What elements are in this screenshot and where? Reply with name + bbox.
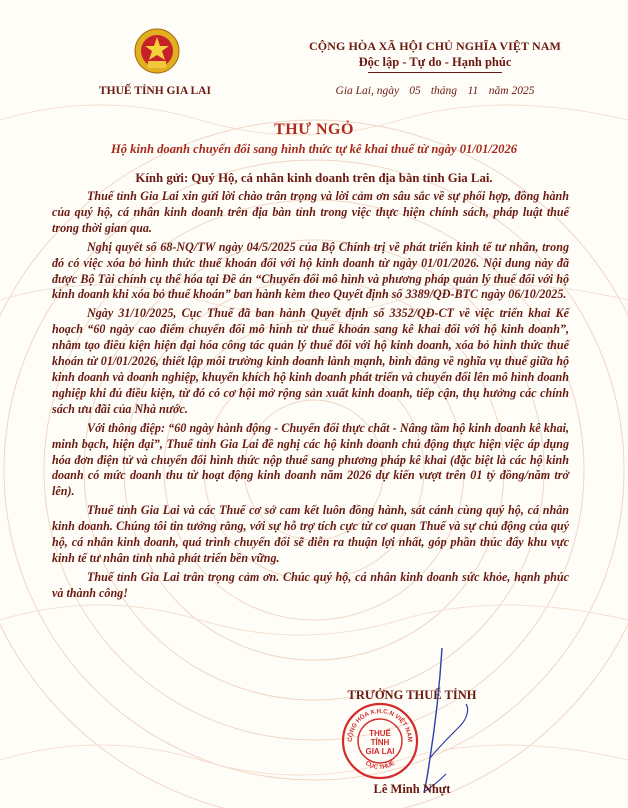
paragraph: Với thông điệp: “60 ngày hành động - Chuyển đổi thực chất - Nâng tầm hộ kinh doanh kê khai, minh bạch, hiện đại”, Thuế tỉnh Gia Lai đề nghị các hộ kinh doanh chủ động thực hiện việc áp dụng hóa đơn điện tử và chuyển đổi hình thức nộp thuế sang phương pháp kê khai (đặc biệt là các hộ kinh doanh có mức doanh thu từ hoạt động kinh doanh năm 2026 dự kiến vượt trên 01 tỷ đồng/năm trở lên). xyxy=(52,420,569,499)
paragraph: Thuế tỉnh Gia Lai xin gửi lời chào trân trọng và lời cảm ơn sâu sắc về sự phối hợp, đồng hành của quý hộ, cá nhân kinh doanh trên địa bàn tỉnh trong việc thực hiện chính sách, pháp luật thuế trong thời gian qua. xyxy=(52,189,569,235)
letter-greeting: Kính gửi: Quý Hộ, cá nhân kinh doanh trên địa bàn tỉnh Gia Lai. xyxy=(135,171,493,185)
nation-title: CỘNG HÒA XÃ HỘI CHỦ NGHĨA VIỆT NAM xyxy=(309,39,561,53)
paragraph: Thuế tỉnh Gia Lai trân trọng cảm ơn. Chúc quý hộ, cá nhân kinh doanh sức khỏe, hạnh phúc và thành công! xyxy=(52,569,569,600)
date-prefix: Gia Lai, ngày xyxy=(335,85,400,97)
date-year: năm 2025 xyxy=(488,85,535,97)
letter-body xyxy=(52,189,569,605)
stamp-center-line2: TỈNH xyxy=(370,738,390,747)
stamp-bottom-text: CỤC THUẾ xyxy=(363,759,397,772)
paragraph: Thuế tỉnh Gia Lai và các Thuế cơ sở cam kết luôn đồng hành, sát cánh cùng quý hộ, cá nhân kinh doanh. Chúng tôi tin tưởng rằng, với sự hỗ trợ tích cực từ cơ quan Thuế và sự chủ động của quý hộ, cá nhân kinh doanh, quá trình chuyển đổi sẽ diễn ra thuận lợi nhất, góp phần thúc đẩy khu vực kinh tế tư nhân tỉnh nhà phát triển bền vững. xyxy=(52,503,569,565)
issue-date xyxy=(270,85,600,97)
handwritten-signature xyxy=(380,640,490,800)
signer-title: TRƯỞNG THUẾ TỈNH xyxy=(347,688,477,702)
tax-emblem-icon xyxy=(134,28,180,74)
letter-title: THƯ NGỎ xyxy=(274,121,354,138)
stamp-center-line3: GIA LAI xyxy=(365,747,395,756)
national-motto: Độc lập - Tự do - Hạnh phúc xyxy=(358,55,512,69)
signer-name: Lê Minh Nhựt xyxy=(373,782,451,796)
paragraph: Ngày 31/10/2025, Cục Thuế đã ban hành Quyết định số 3352/QĐ-CT về việc triển khai Kế hoạch “60 ngày cao điểm chuyển đổi mô hình từ thuế khoán sang kê khai đối với hộ kinh doanh”, nhằm tạo điều kiện hiện đại hóa công tác quản lý thuế đối với hộ kinh doanh, xóa bỏ hình thức thuế khoán từ 01/01/2026, thiết lập môi trường kinh doanh lành mạnh, bình đẳng về nghĩa vụ thuế giữa hộ kinh doanh và doanh nghiệp, khuyến khích hộ kinh doanh phát triển và chuyển đổi lên mô hình doanh nghiệp khi đủ điều kiện, từ đó có cơ hội mở rộng sản xuất kinh doanh, tiếp cận, thụ hưởng các chính sách ưu đãi của Nhà nước. xyxy=(52,306,569,416)
letter-subtitle: Hộ kinh doanh chuyển đổi sang hình thức tự kê khai thuế từ ngày 01/01/2026 xyxy=(110,142,518,156)
date-day: 05 xyxy=(409,85,421,97)
date-month-label: tháng xyxy=(430,85,458,97)
date-month: 11 xyxy=(467,85,479,97)
stamp-center-line1: THUẾ xyxy=(369,729,391,738)
motto-underline xyxy=(368,72,502,73)
paragraph: Nghị quyết số 68-NQ/TW ngày 04/5/2025 của Bộ Chính trị về phát triển kinh tế tư nhân, trong đó có việc xóa bỏ hình thức thuế khoán đối với hộ kinh doanh từ ngày 01/01/2026. Nội dung này đã được Bộ Tài chính cụ thể hóa tại Đề án “Chuyển đổi mô hình và phương pháp quản lý thuế đối với hộ kinh doanh khi xóa bỏ thuế khoán” ban hành kèm theo Quyết định số 3389/QĐ-BTC ngày 06/10/2025. xyxy=(52,239,569,302)
stamp-ring-text: CỘNG HÒA X.H.C.N VIỆT NAM xyxy=(346,707,414,743)
org-name: THUẾ TỈNH GIA LAI xyxy=(99,85,211,97)
